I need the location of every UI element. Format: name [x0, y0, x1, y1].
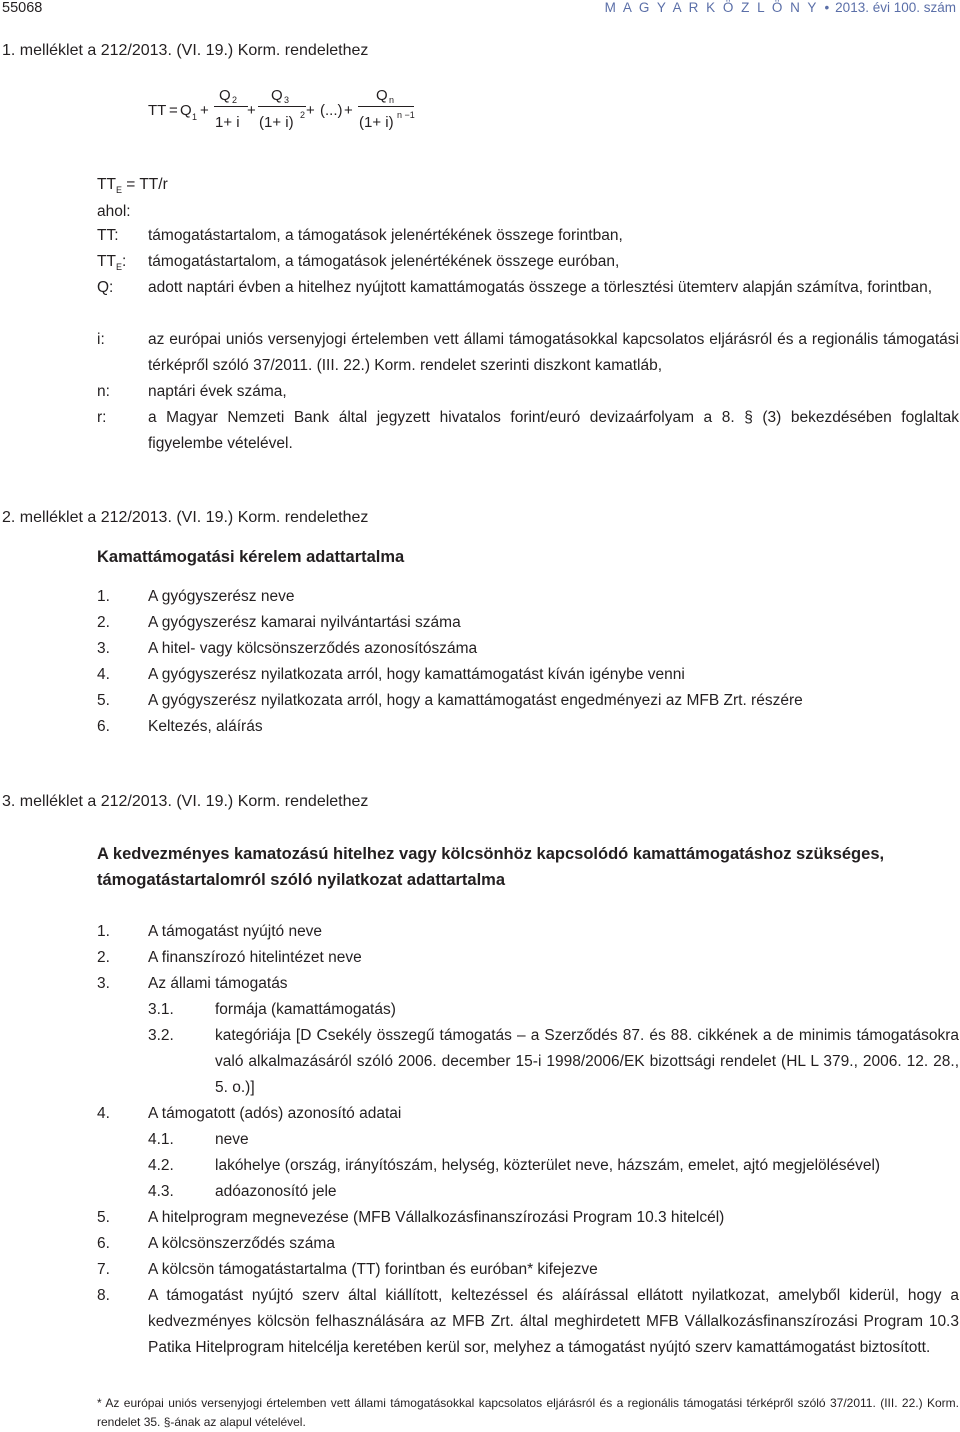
list-subitem	[97, 1153, 959, 1179]
formula-plus2: +	[247, 102, 256, 119]
page-header-right	[605, 0, 956, 15]
item-text: A támogatást nyújtó neve	[148, 923, 323, 940]
item-number: 4.2.	[148, 1157, 174, 1174]
item-text: A gyógyszerész kamarai nyilvántartási száma	[148, 614, 461, 631]
item-number: 5.	[97, 692, 110, 709]
definition-label-sub: E	[115, 262, 122, 273]
fraction-bar-3	[358, 106, 414, 107]
item-text: A kölcsön támogatástartalma (TT) forintban és euróban* kifejezve	[148, 1261, 598, 1278]
formula-q3: Q	[271, 87, 283, 104]
definition-label: n:	[97, 383, 110, 400]
item-number: 4.3.	[148, 1183, 174, 1200]
ahol-label: ahol:	[97, 203, 131, 220]
list-subitem	[97, 1023, 959, 1101]
annex3-heading: 3. melléklet a 212/2013. (VI. 19.) Korm. rendelethez	[2, 793, 369, 810]
formula-den2: (1+ i)	[259, 114, 294, 131]
item-text: A hitelprogram megnevezése (MFB Vállalkozásfinanszírozási Program 10.3 hitelcél)	[148, 1209, 725, 1226]
definition-text: támogatástartalom, a támogatások jelenértékének összege forintban,	[148, 227, 623, 244]
formula-eq: =	[169, 102, 178, 119]
formula-plus4: +	[344, 102, 353, 119]
formula-tt: TT	[148, 102, 167, 119]
definition-label-end: :	[121, 253, 127, 270]
item-text: neve	[215, 1131, 249, 1148]
item-text: adóazonosító jele	[215, 1183, 337, 1200]
annex3-title-line2: támogatástartalomról szóló nyilatkozat adattartalma	[97, 871, 506, 889]
definition-n	[97, 379, 959, 405]
item-number: 3.2.	[148, 1027, 174, 1044]
item-number: 4.	[97, 666, 110, 683]
item-number: 2.	[97, 949, 110, 966]
definition-label: r:	[97, 409, 107, 426]
list-item	[97, 1231, 959, 1257]
definition-tte	[97, 249, 959, 275]
formula-qn: Q	[376, 87, 388, 104]
annex2-list	[97, 584, 959, 740]
formula-q1: Q	[180, 102, 192, 119]
list-item	[97, 919, 959, 945]
formula-den3: (1+ i)	[359, 114, 394, 131]
tt-formula	[140, 87, 440, 142]
formula-q1-sub: 1	[192, 112, 198, 122]
definitions-list	[97, 223, 959, 457]
item-text: A gyógyszerész neve	[148, 588, 295, 605]
definition-label: i:	[97, 331, 105, 348]
annex3-title	[97, 841, 884, 893]
footnote: * Az európai uniós versenyjogi értelemben vett állami támogatásokkal kapcsolatos eljárásról és a regionális támogatási térképről szóló 37/2011. (III. 22.) Korm. rendelet 35. §-ának az alapul vételével.	[97, 1396, 959, 1429]
item-number: 4.1.	[148, 1131, 174, 1148]
item-text: A kölcsönszerződés száma	[148, 1235, 335, 1252]
formula-qn-sub: n	[389, 95, 395, 105]
formula-q2: Q	[219, 87, 231, 104]
item-number: 2.	[97, 614, 110, 631]
tte-rest: = TT/r	[121, 176, 168, 193]
item-number: 3.	[97, 640, 110, 657]
tte-tt: TT	[97, 176, 116, 193]
item-text: Keltezés, aláírás	[148, 718, 263, 735]
formula-q3-sub: 3	[284, 95, 290, 105]
definition-text: az európai uniós versenyjogi értelemben vett állami támogatásokkal kapcsolatos eljárásról és a regionális támogatási térképről szóló 37/2011. (III. 22.) Korm. rendelet szerinti diszkont kamatláb,	[148, 331, 959, 374]
list-subitem	[97, 1127, 959, 1153]
definition-label: Q:	[97, 279, 114, 296]
publication-name: M A G Y A R K Ö Z L Ö N Y	[604, 0, 819, 15]
list-item	[97, 688, 959, 714]
list-item	[97, 1283, 959, 1361]
list-subitem	[97, 1179, 959, 1205]
definition-r	[97, 405, 959, 457]
item-text: Az állami támogatás	[148, 975, 288, 992]
annex1-heading: 1. melléklet a 212/2013. (VI. 19.) Korm. rendelethez	[2, 42, 369, 59]
list-item	[97, 584, 959, 610]
formula-den1: 1+ i	[215, 114, 240, 131]
definition-text: a Magyar Nemzeti Bank által jegyzett hivatalos forint/euró devizaárfolyam a 8. § (3) bekezdésében foglaltak figyelembe vételével.	[148, 409, 959, 452]
page-number: 55068	[2, 0, 43, 16]
item-text: formája (kamattámogatás)	[215, 1001, 396, 1018]
fraction-bar-2	[258, 106, 306, 107]
item-number: 8.	[97, 1287, 110, 1304]
definition-label-main: TT	[97, 253, 116, 270]
list-item	[97, 1205, 959, 1231]
annex2-title: Kamattámogatási kérelem adattartalma	[97, 548, 405, 566]
definition-q	[97, 275, 959, 327]
item-text: A támogatott (adós) azonosító adatai	[148, 1105, 402, 1122]
issue-label: 2013. évi 100. szám	[835, 0, 956, 15]
tte-sub: E	[115, 185, 122, 196]
annex2-heading: 2. melléklet a 212/2013. (VI. 19.) Korm. rendelethez	[2, 509, 369, 526]
list-item	[97, 1257, 959, 1283]
item-text: A finanszírozó hitelintézet neve	[148, 949, 362, 966]
definition-tt	[97, 223, 959, 249]
item-text: A gyógyszerész nyilatkozata arról, hogy kamattámogatást kíván igénybe venni	[148, 666, 685, 683]
list-subitem	[97, 997, 959, 1023]
item-number: 6.	[97, 1235, 110, 1252]
separator-dot: •	[824, 0, 830, 15]
formula-plus1: +	[200, 102, 209, 119]
definition-label: TT:	[97, 227, 119, 244]
item-number: 7.	[97, 1261, 110, 1278]
item-number: 4.	[97, 1105, 110, 1122]
item-number: 1.	[97, 588, 110, 605]
item-number: 3.	[97, 975, 110, 992]
formula-q2-sub: 2	[232, 95, 238, 105]
annex3-list	[97, 919, 959, 1361]
definition-text: naptári évek száma,	[148, 383, 287, 400]
definition-i	[97, 327, 959, 379]
item-text: A hitel- vagy kölcsönszerződés azonosítószáma	[148, 640, 478, 657]
item-number: 6.	[97, 718, 110, 735]
list-item	[97, 636, 959, 662]
item-number: 5.	[97, 1209, 110, 1226]
item-number: 1.	[97, 923, 110, 940]
list-item	[97, 714, 959, 740]
definition-text: támogatástartalom, a támogatások jelenértékének összege euróban,	[148, 253, 620, 270]
item-text: A gyógyszerész nyilatkozata arról, hogy a kamattámogatást engedményezi az MFB Zrt. részére	[148, 692, 803, 709]
formula-den3-exp: n −1	[397, 110, 415, 120]
formula-ellipsis: (...)	[320, 102, 343, 119]
annex3-title-line1: A kedvezményes kamatozású hitelhez vagy kölcsönhöz kapcsolódó kamattámogatáshoz szükséges,	[97, 845, 885, 863]
list-item	[97, 610, 959, 636]
item-number: 3.1.	[148, 1001, 174, 1018]
formula-den2-exp: 2	[300, 110, 306, 120]
list-item	[97, 971, 959, 997]
tte-equation	[97, 176, 168, 195]
definition-text: adott naptári évben a hitelhez nyújtott kamattámogatás összege a törlesztési ütemterv alapján számítva, forintban,	[148, 279, 933, 296]
item-text: A támogatást nyújtó szerv által kiállított, keltezéssel és aláírással ellátott nyilatkozat, amelyből kiderül, hogy a kedvezményes kölcsön felhasználására az MFB Zrt. által meghirdetett MFB Vállalkozásfinanszírozási Program 10.3 Patika Hitelprogram hitelcélja keretében kerül sor, melyhez a támogatást nyújtó szerv kamattámogatást biztosított.	[148, 1287, 959, 1356]
list-item	[97, 1101, 959, 1127]
formula-plus3: +	[306, 102, 315, 119]
list-item	[97, 945, 959, 971]
list-item	[97, 662, 959, 688]
fraction-bar-1	[214, 106, 248, 107]
item-text: lakóhelye (ország, irányítószám, helység, közterület neve, házszám, emelet, ajtó megjelölésével)	[215, 1157, 881, 1174]
item-text: kategóriája [D Csekély összegű támogatás – a Szerződés 87. és 88. cikkének a de minimis támogatásokra való alkalmazásáról szóló 2006. december 15-i 1998/2006/EK bizottsági rendelet (HL L 379., 2006. 12. 28., 5. o.)]	[215, 1027, 959, 1096]
